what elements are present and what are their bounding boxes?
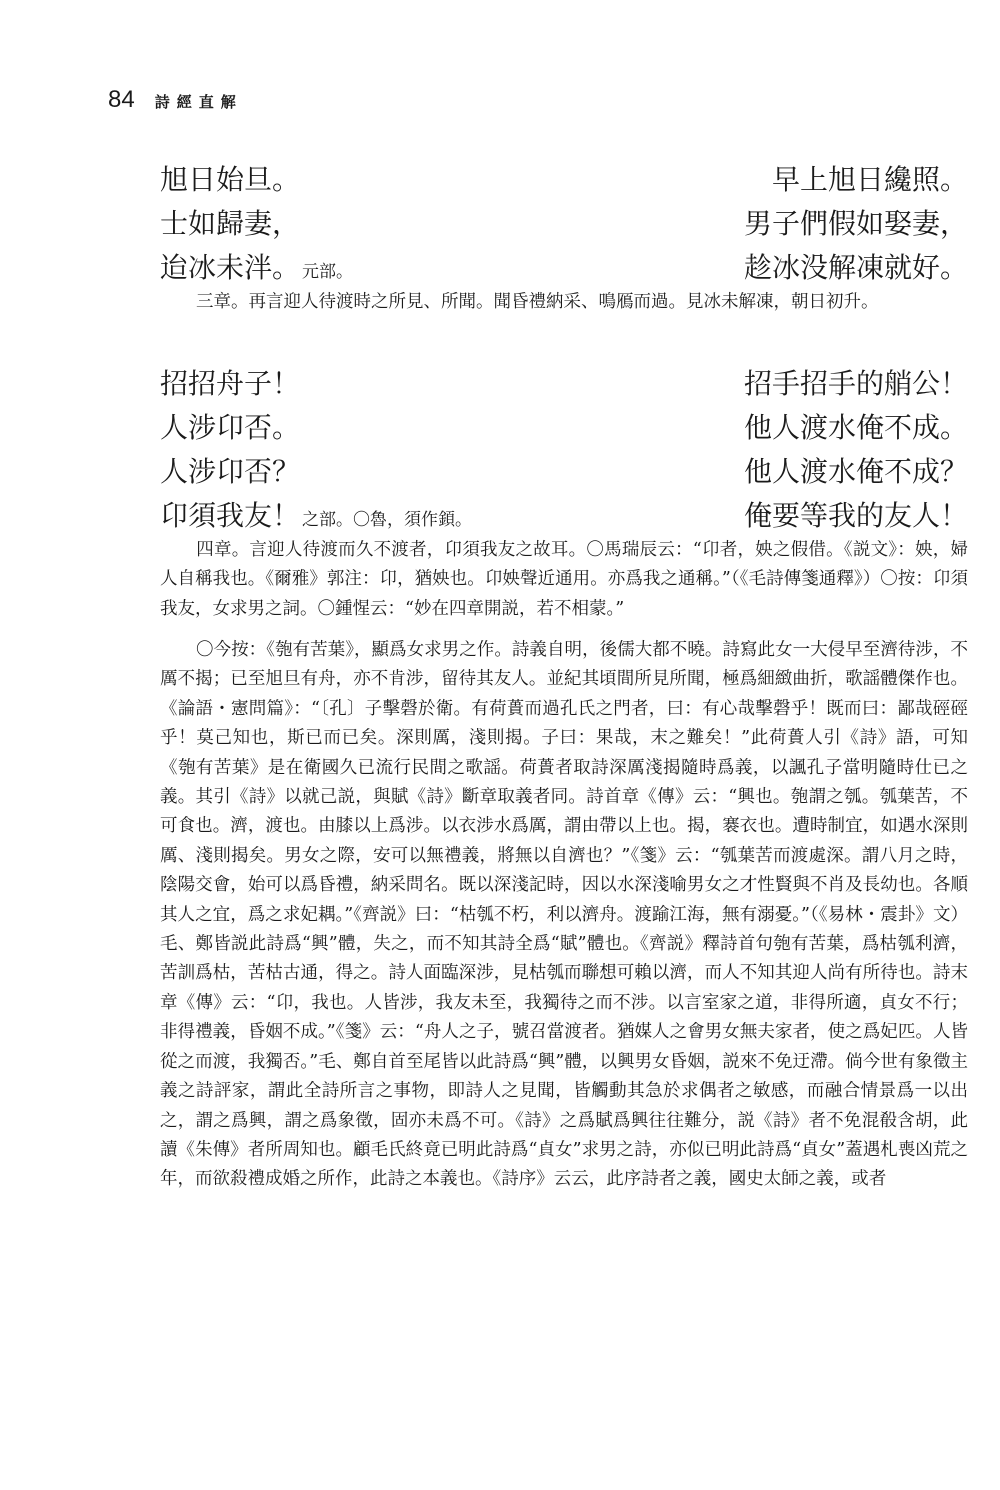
verse-translation: 招手招手的艄公！	[743, 367, 968, 400]
verse-original: 旭日始旦。	[160, 163, 301, 196]
verse-translation: 早上旭日纔照。	[771, 163, 968, 196]
verse-line	[160, 158, 968, 202]
verse-original: 迨冰未泮。 元部。	[160, 251, 354, 284]
stanza-3	[160, 158, 968, 290]
book-title: 詩經直解	[154, 93, 243, 111]
verse-translation: 趁冰没解凍就好。	[743, 251, 968, 284]
stanza-4	[160, 362, 968, 538]
chapter-4-note: 四章。言迎人待渡而久不渡者，卬須我友之故耳。〇馬瑞辰云：“卬者，姎之假借。《説文》：姎，婦人自稱我也。《爾雅》郭注：卬，猶姎也。卬姎聲近通用。亦爲我之通稱。”（《毛詩傳箋通釋》）〇按：卬須我友，女求男之詞。〇鍾惺云：“妙在四章開説，若不相蒙。”	[160, 540, 968, 619]
verse-line	[160, 406, 968, 450]
running-header	[108, 86, 243, 116]
verse-line	[160, 362, 968, 406]
verse-translation: 他人渡水俺不成？	[743, 455, 968, 488]
verse-translation: 俺要等我的友人！	[743, 499, 968, 532]
chapter-3-note: 三章。再言迎人待渡時之所見、所聞。聞昏禮納采、鳴鴈而過。見冰未解凍，朝日初升。	[196, 292, 879, 312]
rhyme-note: 元部。	[302, 262, 354, 282]
verse-original: 士如歸妻，	[160, 207, 301, 240]
verse-original: 卬須我友！ 之部。〇魯，須作顉。	[160, 499, 473, 532]
commentary-paragraph: 〇今按：《匏有苦葉》，顯爲女求男之作。詩義自明，後儒大都不曉。詩寫此女一大侵早至濟待涉，不厲不揭；已至旭旦有舟，亦不肯涉，留待其友人。並紀其頃間所見所聞，極爲細緻曲折，歌謡體傑作也。《論語・憲問篇》：“〔孔〕子擊磬於衛。有荷蕢而過孔氏之門者，曰：有心哉擊磬乎！既而曰：鄙哉硜硜乎！莫己知也，斯已而已矣。深則厲，淺則揭。子曰：果哉，末之難矣！”此荷蕢人引《詩》語，可知《匏有苦葉》是在衛國久已流行民間之歌謡。荷蕢者取詩深厲淺揭隨時爲義，以諷孔子當明隨時仕已之義。其引《詩》以就己説，與賦《詩》斷章取義者同。詩首章《傳》云：“興也。匏謂之瓠。瓠葉苦，不可食也。濟，渡也。由膝以上爲涉。以衣涉水爲厲，謂由帶以上也。揭，褰衣也。遭時制宜，如遇水深則厲、淺則揭矣。男女之際，安可以無禮義，將無以自濟也？”《箋》云：“瓠葉苦而渡處深。謂八月之時，陰陽交會，始可以爲昏禮，納采問名。既以深淺記時，因以水深淺喻男女之才性賢與不肖及長幼也。各順其人之宜，爲之求妃耦。”《齊説》曰：“枯瓠不朽，利以濟舟。渡踰江海，無有溺憂。”（《易林・震卦》文）毛、鄭皆説此詩爲“興”體，失之，而不知其詩全爲“賦”體也。《齊説》釋詩首句匏有苦葉，爲枯瓠利濟，苦訓爲枯，苦枯古通，得之。詩人面臨深涉，見枯瓠而聯想可賴以濟，而人不知其迎人尚有所待也。詩末章《傳》云：“卬，我也。人皆涉，我友未至，我獨待之而不涉。以言室家之道，非得所適，貞女不行；非得禮義，昏姻不成。”《箋》云：“舟人之子，號召當渡者。猶媒人之會男女無夫家者，使之爲妃匹。人皆從之而渡，我獨否。”毛、鄭自首至尾皆以此詩爲“興”體，以興男女昏姻，説來不免迂滯。倘今世有象徵主義之詩評家，謂此全詩所言之事物，即詩人之見聞，皆觸動其急於求偶者之敏感，而融合情景爲一以出之，謂之爲興，謂之爲象徵，固亦未爲不可。《詩》之爲賦爲興往往難分，説《詩》者不免混殽含胡，此讀《朱傳》者所周知也。顧毛氏終竟已明此詩爲“貞女”求男之詩，亦似已明此詩爲“貞女”蓋遇札喪凶荒之年，而欲殺禮成婚之所作，此詩之本義也。《詩序》云云，此序詩者之義，國史太師之義，或者	[160, 640, 968, 1190]
verse-line	[160, 246, 968, 290]
verse-original: 人涉卬否。	[160, 411, 301, 444]
verse-line	[160, 494, 968, 538]
verse-original: 招招舟子！	[160, 367, 301, 400]
rhyme-note: 之部。〇魯，須作顉。	[302, 510, 473, 530]
verse-line	[160, 202, 968, 246]
verse-original: 人涉卬否？	[160, 455, 301, 488]
page-number: 84	[108, 86, 135, 113]
verse-line	[160, 450, 968, 494]
verse-translation: 男子們假如娶妻，	[743, 207, 968, 240]
verse-translation: 他人渡水俺不成。	[743, 411, 968, 444]
